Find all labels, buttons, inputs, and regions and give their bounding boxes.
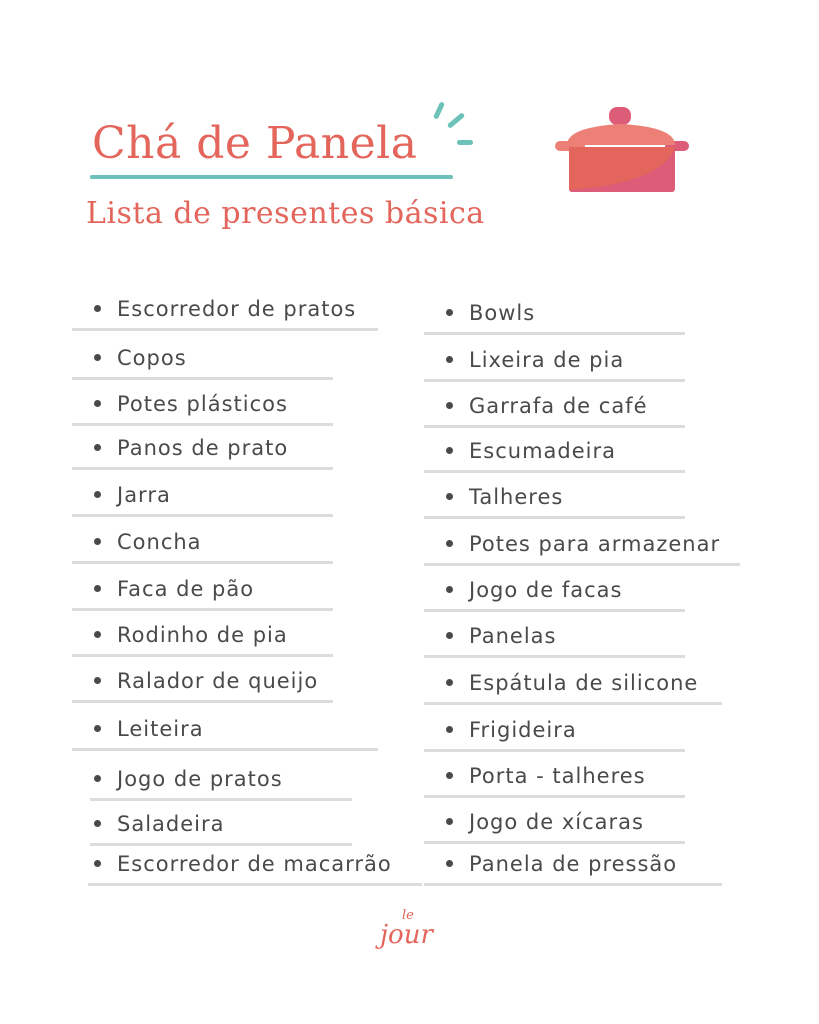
bullet-icon: [446, 679, 453, 686]
list-item: [424, 382, 685, 428]
item-label: Ralador de queijo: [117, 669, 319, 693]
list-item: [424, 612, 685, 658]
bullet-icon: [446, 586, 453, 593]
bullet-icon: [446, 540, 453, 547]
list-item: [72, 705, 378, 751]
bullet-icon: [94, 775, 101, 782]
underline: [88, 883, 422, 886]
item-label: Jogo de xícaras: [469, 810, 644, 834]
item-label: Saladeira: [117, 812, 225, 836]
item-label: Concha: [117, 530, 202, 554]
bullet-icon: [94, 491, 101, 498]
bullet-icon: [94, 354, 101, 361]
bullet-icon: [94, 860, 101, 867]
bullet-icon: [446, 402, 453, 409]
item-label: Talheres: [469, 485, 564, 509]
list-item: [424, 566, 685, 612]
list-item: [72, 840, 422, 886]
item-label: Escorredor de macarrão: [117, 852, 392, 876]
le-jour-logo: [380, 908, 433, 950]
item-label: Escorredor de pratos: [117, 297, 357, 321]
bullet-icon: [94, 820, 101, 827]
item-label: Panos de prato: [117, 436, 289, 460]
item-label: Potes para armazenar: [469, 532, 721, 556]
underline: [72, 514, 333, 517]
bullet-icon: [446, 356, 453, 363]
list-item: [72, 657, 333, 703]
item-label: Escumadeira: [469, 439, 616, 463]
bullet-icon: [94, 538, 101, 545]
bullet-icon: [446, 860, 453, 867]
list-item: [424, 520, 740, 566]
item-label: Faca de pão: [117, 577, 255, 601]
underline: [424, 655, 685, 658]
bullet-icon: [94, 677, 101, 684]
bullet-icon: [94, 585, 101, 592]
bullet-icon: [446, 726, 453, 733]
list-item: [424, 659, 722, 705]
list-item: [72, 565, 333, 611]
bullet-icon: [446, 447, 453, 454]
list-item: [424, 798, 685, 844]
cooking-pot-icon: [553, 105, 693, 195]
list-item: [424, 752, 685, 798]
bullet-icon: [94, 631, 101, 638]
item-label: Espátula de silicone: [469, 671, 699, 695]
bullet-icon: [446, 772, 453, 779]
list-item: [72, 518, 333, 564]
underline: [424, 516, 685, 519]
list-item: [72, 471, 333, 517]
bullet-icon: [446, 818, 453, 825]
underline: [424, 332, 685, 335]
item-label: Porta - talheres: [469, 764, 646, 788]
list-item: [424, 427, 685, 473]
item-label: Lixeira de pia: [469, 348, 625, 372]
bullet-icon: [446, 309, 453, 316]
list-item: [424, 473, 685, 519]
page-subtitle: Lista de presentes básica: [86, 196, 485, 231]
item-label: Bowls: [469, 301, 536, 325]
title-underline: [90, 175, 453, 179]
item-label: Panela de pressão: [469, 852, 678, 876]
list-item: [72, 755, 352, 801]
list-item: [424, 289, 685, 335]
logo-top: le: [402, 908, 414, 923]
bullet-icon: [446, 632, 453, 639]
item-label: Garrafa de café: [469, 394, 648, 418]
underline: [72, 561, 333, 564]
item-label: Frigideira: [469, 718, 577, 742]
item-label: Leiteira: [117, 717, 204, 741]
list-item: [72, 380, 333, 426]
list-item: [424, 840, 722, 886]
item-label: Copos: [117, 346, 187, 370]
page-title: Chá de Panela: [92, 118, 418, 169]
bullet-icon: [94, 725, 101, 732]
logo-main: jour: [380, 920, 433, 950]
underline: [72, 467, 333, 470]
item-label: Rodinho de pia: [117, 623, 288, 647]
item-label: Jarra: [117, 483, 171, 507]
item-label: Potes plásticos: [117, 392, 288, 416]
bullet-icon: [94, 400, 101, 407]
sparkle-icon: [447, 112, 466, 129]
list-item: [72, 424, 333, 470]
bullet-icon: [94, 305, 101, 312]
underline: [424, 702, 722, 705]
bullet-icon: [94, 444, 101, 451]
sparkle-icon: [457, 140, 473, 145]
item-label: Panelas: [469, 624, 557, 648]
list-item: [72, 334, 333, 380]
bullet-icon: [446, 493, 453, 500]
list-item: [72, 611, 333, 657]
list-item: [72, 285, 378, 331]
underline: [72, 700, 333, 703]
underline: [72, 748, 378, 751]
item-label: Jogo de pratos: [117, 767, 283, 791]
list-item: [424, 336, 685, 382]
item-label: Jogo de facas: [469, 578, 623, 602]
sparkle-icon: [433, 101, 445, 119]
list-item: [424, 706, 685, 752]
underline: [424, 883, 722, 886]
underline: [72, 328, 378, 331]
